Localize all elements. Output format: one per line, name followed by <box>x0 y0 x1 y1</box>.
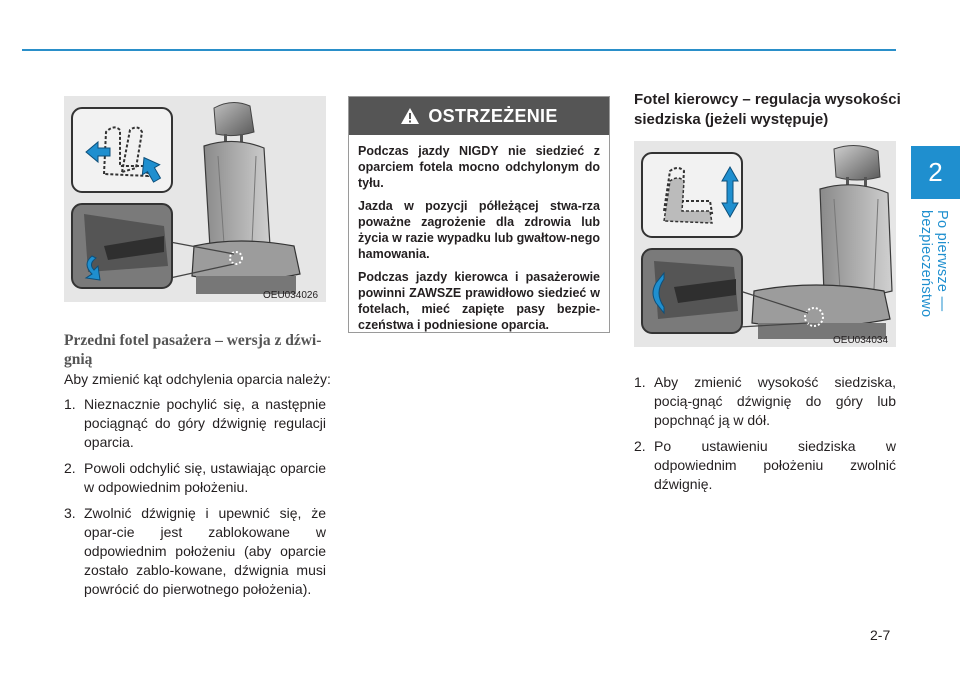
warning-title: OSTRZEŻENIE <box>428 105 558 126</box>
section-heading-driver-seat-height: Fotel kierowcy – regulacja wysokości siedziska (jeżeli występuje) <box>634 91 901 128</box>
seat-recline-illustration <box>64 96 326 302</box>
figure-seat-recline <box>64 96 326 302</box>
warning-paragraph: Podczas jazdy kierowca i pasażerowie powinni ZAWSZE prawidłowo siedzieć w fotelach, mieć zapięte pasy bezpie-czeństwa i podniesione oparcia. <box>358 270 600 332</box>
recline-steps-list <box>64 395 326 606</box>
chapter-number-tab <box>911 146 960 199</box>
list-item: 1. Aby zmienić wysokość siedziska, pocią-gnąć dźwignię do góry lub popchnąć ją w dół. <box>634 374 896 428</box>
warning-triangle-icon <box>400 107 420 125</box>
figure-seat-height <box>634 141 896 347</box>
warning-header <box>349 97 609 135</box>
seat-height-illustration <box>634 141 896 347</box>
warning-body <box>349 135 609 333</box>
height-steps-list <box>634 373 896 501</box>
header-rule <box>22 49 896 51</box>
intro-text: Aby zmienić kąt odchylenia oparcia należy: <box>64 371 331 387</box>
list-item: 2. Po ustawieniu siedziska w odpowiednim położeniu zwolnić dźwignię. <box>634 438 896 492</box>
list-item: 2. Powoli odchylić się, ustawiając oparcie w odpowiednim położeniu. <box>64 460 326 495</box>
figure-code-left: OEU034026 <box>263 290 319 301</box>
list-item: 3. Zwolnić dźwignię i upewnić się, że opar-cie jest zablokowane w odpowiednim położeniu (aby oparcie zostało zablo-kowane, dźwignia musi powrócić do pierwotnego położenia). <box>64 505 326 597</box>
section-heading-passenger-seat: Przedni fotel pasażera – wersja z dźwi-gnią <box>64 332 322 368</box>
warning-paragraph: Jazda w pozycji półleżącej stwa-rza poważne zagrożenie dla zdrowia lub życia w razie wypadku lub gwałtow-nego hamowania. <box>358 199 600 261</box>
chapter-number: 2 <box>928 157 943 187</box>
page-number: 2-7 <box>870 627 891 643</box>
figure-code-right: OEU034034 <box>833 335 889 346</box>
warning-paragraph: Podczas jazdy NIGDY nie siedzieć z oparciem fotela mocno odchylonym do tyłu. <box>358 144 600 190</box>
list-item: 1. Nieznacznie pochylić się, a następnie pociągnąć do góry dźwignię regulacji oparcia. <box>64 396 326 450</box>
warning-box <box>348 96 610 333</box>
chapter-title: Po pierwsze — bezpieczeństwo <box>918 210 950 318</box>
